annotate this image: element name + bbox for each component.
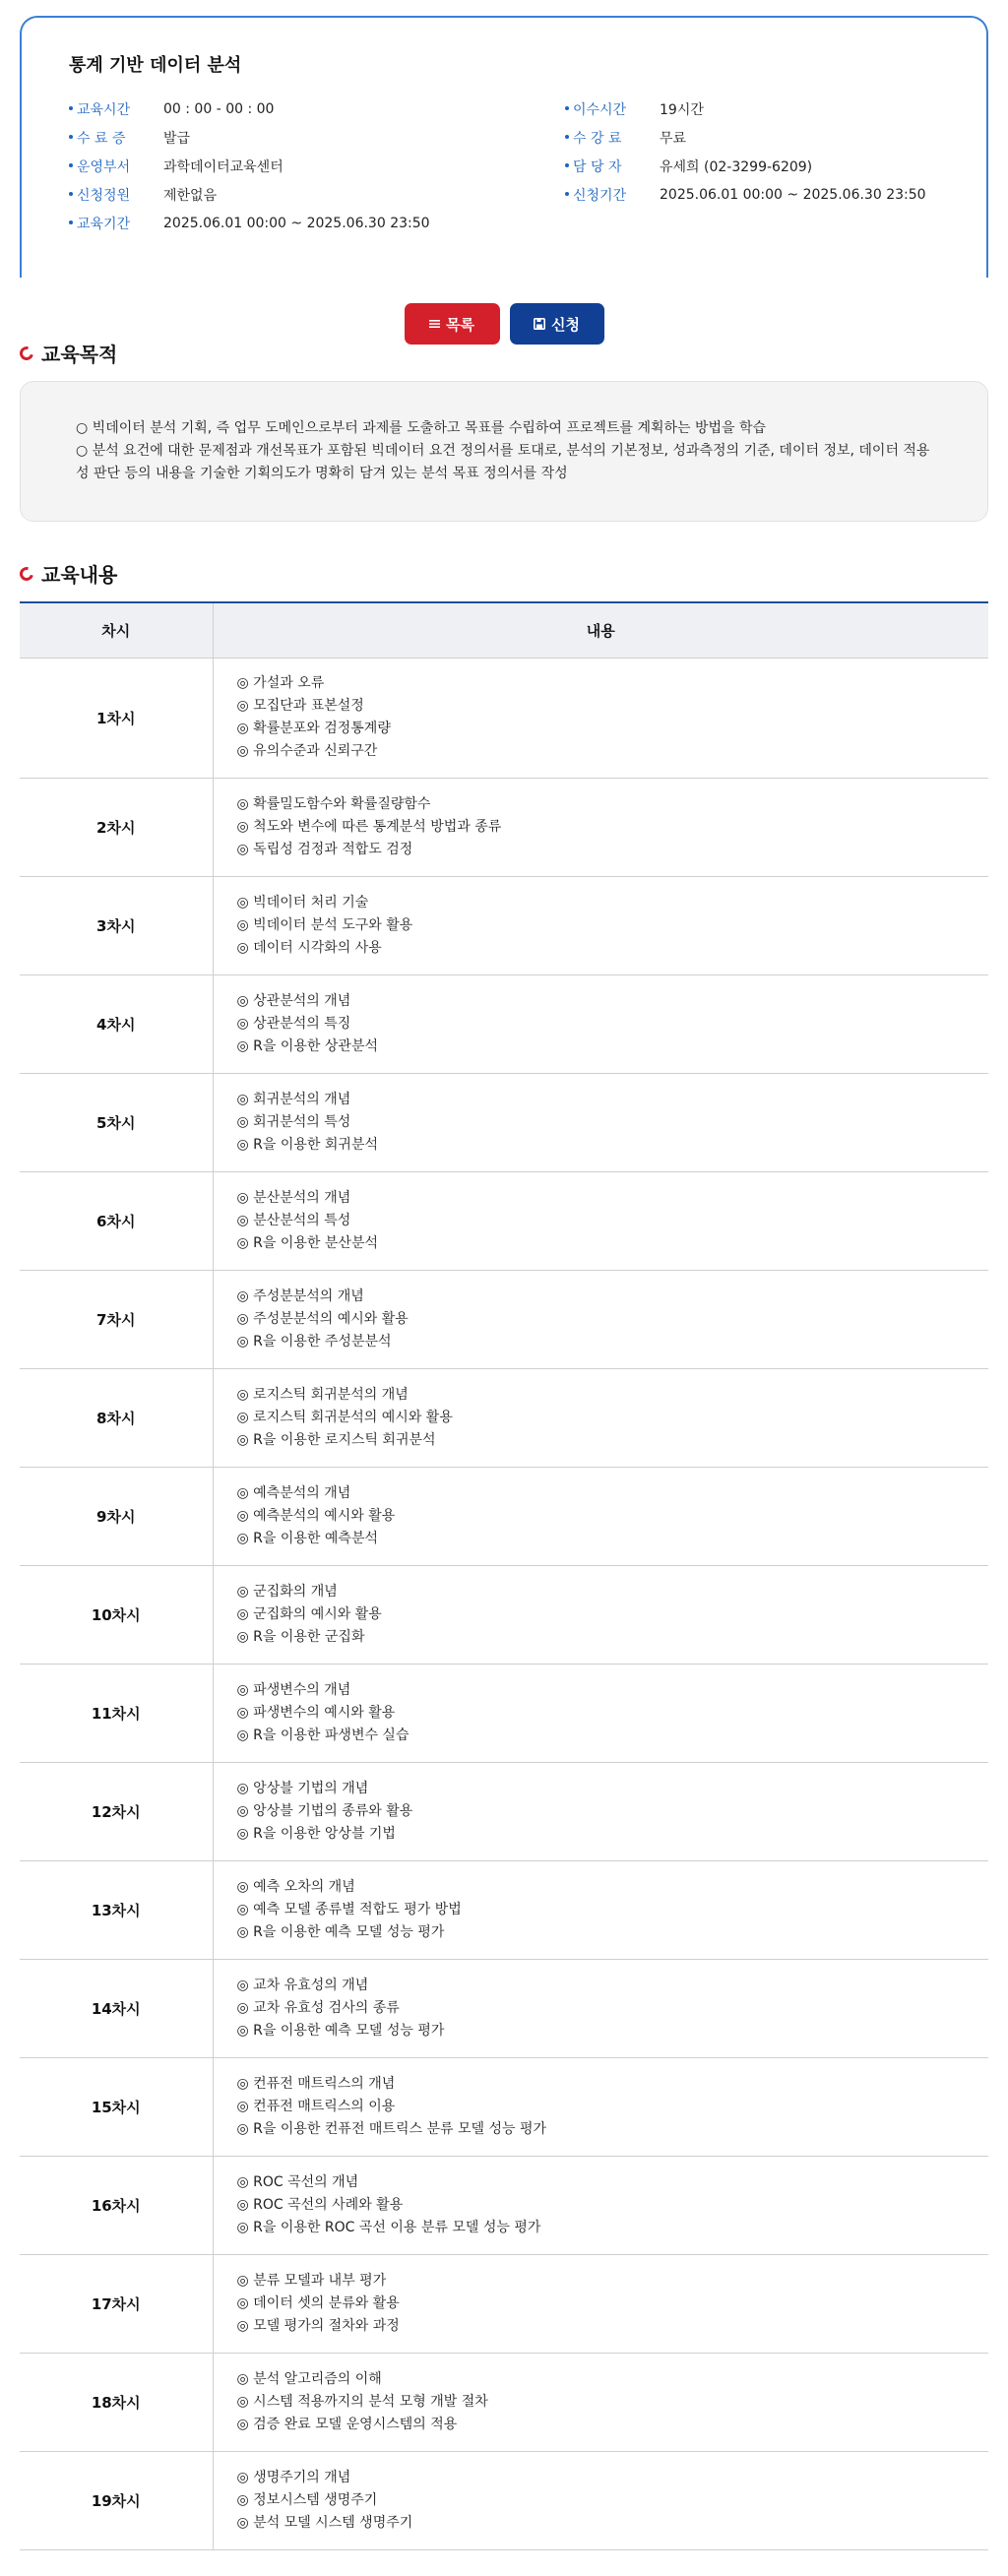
- content-cell: [213, 658, 988, 778]
- content-cell: [213, 1368, 988, 1467]
- content-heading: [20, 559, 988, 588]
- session-cell: 19차시: [20, 2451, 213, 2549]
- curriculum-table-body: [20, 658, 988, 2549]
- table-row: [20, 1762, 988, 1860]
- session-cell: 14차시: [20, 1959, 213, 2057]
- content-item: ◎ 컨퓨전 매트릭스의 개념: [236, 2075, 396, 2092]
- info-label: 수 료 증: [69, 128, 163, 148]
- info-value: 2025.06.01 00:00 ~ 2025.06.30 23:50: [660, 186, 926, 203]
- content-item: ◎ 데이터 시각화의 사용: [236, 939, 382, 956]
- table-row: [20, 1171, 988, 1270]
- content-heading-label: 교육내용: [41, 563, 118, 587]
- session-cell: 2차시: [20, 778, 213, 876]
- content-item: ◎ 상관분석의 특징: [236, 1015, 351, 1032]
- table-row: [20, 1959, 988, 2057]
- content-item: ◎ 예측 오차의 개념: [236, 1878, 355, 1895]
- content-item: ◎ 교차 유효성 검사의 종류: [236, 1999, 400, 2016]
- goal-box: [20, 381, 988, 522]
- table-row: [20, 1565, 988, 1664]
- content-item: ◎ 분산분석의 특성: [236, 1212, 351, 1228]
- goal-line-2: ○ 분석 요건에 대한 문제점과 개선목표가 포함된 빅데이터 요건 정의서를 토대로, 분석의 기본정보, 성과측정의 기준, 데이터 정보, 데이터 적용성 판단 등의 내용을 기술한 기획의도가 명확히 담겨 있는 분석 목표 정의서를 작성: [76, 443, 930, 481]
- content-item: ◎ 앙상블 기법의 개념: [236, 1780, 369, 1796]
- content-cell: [213, 2057, 988, 2156]
- course-info-card: [20, 16, 988, 278]
- content-item: ◎ 앙상블 기법의 종류와 활용: [236, 1802, 413, 1819]
- content-cell: [213, 778, 988, 876]
- session-cell: 8차시: [20, 1368, 213, 1467]
- content-item: ◎ 확률밀도함수와 확률질량함수: [236, 795, 431, 812]
- content-item: ◎ R을 이용한 회귀분석: [236, 1136, 378, 1153]
- content-item: ◎ R을 이용한 앙상블 기법: [236, 1825, 396, 1842]
- table-row: [20, 778, 988, 876]
- info-label: 담 당 자: [565, 157, 660, 176]
- info-row: [565, 94, 939, 123]
- content-item: ◎ 회귀분석의 특성: [236, 1113, 351, 1130]
- content-item: ◎ R을 이용한 ROC 곡선 이용 분류 모델 성능 평가: [236, 2219, 541, 2235]
- content-item: ◎ R을 이용한 파생변수 실습: [236, 1727, 410, 1743]
- menu-icon: [429, 319, 440, 329]
- table-row: [20, 658, 988, 778]
- content-cell: [213, 974, 988, 1073]
- info-value: 무료: [660, 130, 687, 147]
- content-item: ◎ 척도와 변수에 따른 통계분석 방법과 종류: [236, 818, 502, 835]
- content-item: ◎ R을 이용한 예측 모델 성능 평가: [236, 1923, 445, 1940]
- course-title: 통계 기반 데이터 분석: [69, 55, 242, 76]
- content-item: ◎ R을 이용한 컨퓨전 매트릭스 분류 모델 성능 평가: [236, 2120, 546, 2137]
- info-row: [565, 180, 939, 209]
- content-item: ◎ 분석 모델 시스템 생명주기: [236, 2514, 413, 2531]
- content-cell: [213, 2451, 988, 2549]
- info-label: 신청정원: [69, 185, 163, 205]
- content-cell: [213, 1959, 988, 2057]
- info-label: 교육시간: [69, 99, 163, 119]
- content-item: ◎ 예측 모델 종류별 적합도 평가 방법: [236, 1901, 462, 1917]
- content-item: ◎ 독립성 검정과 적합도 검정: [236, 841, 413, 857]
- content-item: ◎ 정보시스템 생명주기: [236, 2491, 378, 2508]
- circle-bullet-icon: [17, 344, 35, 362]
- content-cell: [213, 2254, 988, 2353]
- table-row: [20, 2057, 988, 2156]
- content-cell: [213, 2156, 988, 2254]
- table-row: [20, 1368, 988, 1467]
- session-cell: 15차시: [20, 2057, 213, 2156]
- table-row: [20, 1467, 988, 1565]
- content-cell: [213, 1664, 988, 1762]
- info-row: [69, 152, 504, 180]
- session-cell: 5차시: [20, 1073, 213, 1171]
- content-item: ◎ 회귀분석의 개념: [236, 1091, 351, 1107]
- content-item: ◎ 로지스틱 회귀분석의 예시와 활용: [236, 1409, 453, 1425]
- content-item: ◎ R을 이용한 주성분분석: [236, 1333, 392, 1350]
- info-label: 수 강 료: [565, 128, 660, 148]
- session-cell: 9차시: [20, 1467, 213, 1565]
- session-cell: 12차시: [20, 1762, 213, 1860]
- content-item: ◎ 군집화의 예시와 활용: [236, 1605, 382, 1622]
- content-item: ◎ 모델 평가의 절차와 과정: [236, 2317, 400, 2334]
- content-cell: [213, 1860, 988, 1959]
- goal-heading-label: 교육목적: [41, 343, 118, 366]
- content-item: ◎ 분류 모델과 내부 평가: [236, 2272, 387, 2289]
- content-item: ◎ 유의수준과 신뢰구간: [236, 743, 378, 759]
- info-value: 유세희 (02-3299-6209): [660, 158, 813, 175]
- session-cell: 10차시: [20, 1565, 213, 1664]
- table-header-row: [20, 602, 988, 658]
- info-value: 00 : 00 - 00 : 00: [163, 100, 275, 117]
- content-item: ◎ 파생변수의 개념: [236, 1681, 351, 1698]
- content-item: ◎ 군집화의 개념: [236, 1583, 338, 1600]
- table-row: [20, 876, 988, 974]
- save-icon: [534, 318, 545, 330]
- content-item: ◎ 주성분분석의 예시와 활용: [236, 1310, 409, 1327]
- content-item: ◎ 예측분석의 예시와 활용: [236, 1507, 396, 1524]
- table-row: [20, 2451, 988, 2549]
- info-value: 2025.06.01 00:00 ~ 2025.06.30 23:50: [163, 215, 430, 231]
- content-item: ◎ 빅데이터 분석 도구와 활용: [236, 916, 413, 933]
- session-cell: 4차시: [20, 974, 213, 1073]
- session-cell: 1차시: [20, 658, 213, 778]
- content-item: ◎ 빅데이터 처리 기술: [236, 894, 369, 911]
- content-item: ◎ 가설과 오류: [236, 675, 325, 691]
- session-cell: 7차시: [20, 1270, 213, 1368]
- content-item: ◎ 확률분포와 검정통계량: [236, 721, 391, 736]
- session-cell: 18차시: [20, 2353, 213, 2451]
- table-row: [20, 2254, 988, 2353]
- info-row: [69, 180, 504, 209]
- content-item: ◎ R을 이용한 예측분석: [236, 1530, 378, 1546]
- content-item: ◎ 데이터 셋의 분류와 활용: [236, 2294, 400, 2311]
- content-item: ◎ 예측분석의 개념: [236, 1484, 351, 1501]
- column-header-content: 내용: [213, 602, 988, 658]
- table-row: [20, 2156, 988, 2254]
- info-value: 제한없음: [163, 187, 218, 204]
- content-cell: [213, 876, 988, 974]
- curriculum-table: [20, 601, 988, 2550]
- content-item: ◎ ROC 곡선의 개념: [236, 2173, 359, 2190]
- course-info-right: [504, 94, 939, 237]
- content-cell: [213, 1467, 988, 1565]
- column-header-session: 차시: [20, 602, 213, 658]
- session-cell: 11차시: [20, 1664, 213, 1762]
- table-row: [20, 2353, 988, 2451]
- apply-button[interactable]: [510, 303, 604, 345]
- content-cell: [213, 1762, 988, 1860]
- content-item: ◎ 모집단과 표본설정: [236, 698, 364, 714]
- content-item: ◎ R을 이용한 예측 모델 성능 평가: [236, 2022, 445, 2039]
- content-item: ◎ 주성분분석의 개념: [236, 1288, 364, 1304]
- content-item: ◎ 시스템 적용까지의 분석 모형 개발 절차: [236, 2393, 488, 2410]
- table-row: [20, 1664, 988, 1762]
- content-item: ◎ ROC 곡선의 사례와 활용: [236, 2196, 404, 2213]
- content-item: ◎ 컨퓨전 매트릭스의 이용: [236, 2098, 396, 2114]
- content-item: ◎ 로지스틱 회귀분석의 개념: [236, 1386, 409, 1403]
- session-cell: 13차시: [20, 1860, 213, 1959]
- table-row: [20, 1270, 988, 1368]
- content-item: ◎ R을 이용한 분산분석: [236, 1234, 378, 1251]
- content-item: ◎ R을 이용한 상관분석: [236, 1037, 378, 1054]
- apply-button-label: 신청: [551, 316, 580, 334]
- content-cell: [213, 1171, 988, 1270]
- session-cell: 3차시: [20, 876, 213, 974]
- content-cell: [213, 1073, 988, 1171]
- table-row: [20, 974, 988, 1073]
- info-row: [565, 152, 939, 180]
- content-item: ◎ 분석 알고리즘의 이해: [236, 2370, 382, 2387]
- info-value: 19시간: [660, 101, 704, 118]
- list-button[interactable]: [405, 303, 500, 345]
- info-row: [69, 94, 504, 123]
- content-cell: [213, 1270, 988, 1368]
- info-row: [69, 209, 504, 237]
- content-cell: [213, 1565, 988, 1664]
- session-cell: 17차시: [20, 2254, 213, 2353]
- info-label: 신청기간: [565, 185, 660, 205]
- session-cell: 16차시: [20, 2156, 213, 2254]
- content-item: ◎ 분산분석의 개념: [236, 1189, 351, 1206]
- content-item: ◎ R을 이용한 로지스틱 회귀분석: [236, 1431, 436, 1448]
- info-label: 교육기간: [69, 214, 163, 233]
- goal-line-1: ○ 빅데이터 분석 기획, 즉 업무 도메인으로부터 과제를 도출하고 목표를 수립하여 프로젝트를 계획하는 방법을 학습: [76, 420, 767, 436]
- content-item: ◎ 검증 완료 모델 운영시스템의 적용: [236, 2416, 458, 2432]
- session-cell: 6차시: [20, 1171, 213, 1270]
- table-row: [20, 1073, 988, 1171]
- info-value: 발급: [163, 130, 191, 147]
- list-button-label: 목록: [446, 316, 474, 334]
- content-item: ◎ 상관분석의 개념: [236, 992, 351, 1009]
- content-cell: [213, 2353, 988, 2451]
- content-item: ◎ R을 이용한 군집화: [236, 1628, 365, 1645]
- info-row: [69, 123, 504, 152]
- course-info-left: [69, 94, 504, 237]
- content-item: ◎ 교차 유효성의 개념: [236, 1977, 369, 1993]
- table-row: [20, 1860, 988, 1959]
- info-row: [565, 123, 939, 152]
- content-item: ◎ 생명주기의 개념: [236, 2469, 351, 2485]
- content-item: ◎ 파생변수의 예시와 활용: [236, 1704, 396, 1721]
- circle-bullet-icon: [17, 564, 35, 583]
- info-label: 운영부서: [69, 157, 163, 176]
- goal-heading: [20, 339, 988, 367]
- info-label: 이수시간: [565, 99, 660, 119]
- info-value: 과학데이터교육센터: [163, 158, 284, 175]
